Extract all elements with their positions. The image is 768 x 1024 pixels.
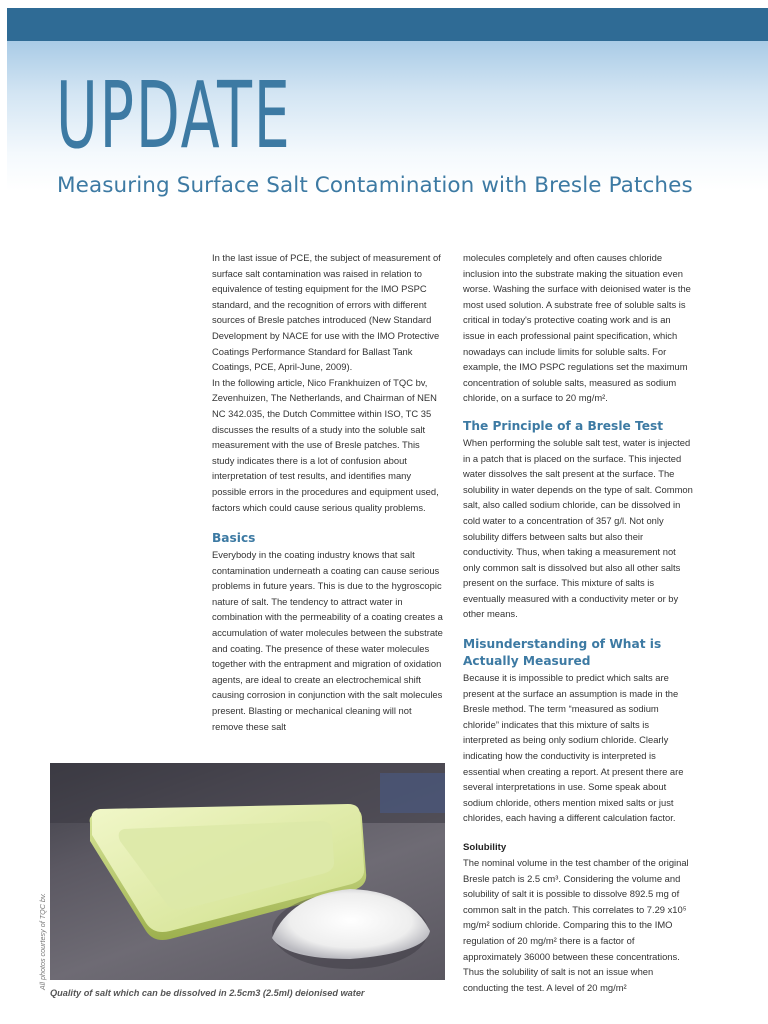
principle-paragraph: When performing the soluble salt test, water is injected in a patch that is placed on the surface. This injected water dissolves the salt present at the surface. The solubility in water depends on the type of salt. Common salt, also called sodium chloride, can be dissolved in cold water to a concentration of 357 g/l. Not only solubility differs between salts but also their conductivity. Thus, when taking a measurement not only common salt is dissolved but also all other salts present on the surface. This mixture of salts is eventually measured with a conductivity meter or by other means. xyxy=(463,436,693,620)
section-title: UPDATE xyxy=(56,62,292,169)
top-color-bar xyxy=(7,8,768,41)
intro-paragraph-2: In the following article, Nico Frankhuizen of TQC bv, Zevenhuizen, The Netherlands, and Chairman of NEN NC 342.035, the Dutch Committee within ISO, TC 35 discusses the results of a study into the soluble salt measurement with the use of Bresle patches. This study indicates there is a lot of confusion about interpretation of test results, and identifies many possible errors in the procedures and equipment used, factors which could cause serious quality problems. xyxy=(212,376,439,513)
misunderstanding-heading: Misunderstanding of What is Actually Measured xyxy=(463,637,662,669)
solubility-heading: Solubility xyxy=(463,842,507,853)
solubility-paragraph: The nominal volume in the test chamber of the original Bresle patch is 2.5 cm³. Considering the volume and solubility of salt it is possible to dissolve 892.5 mg of common salt in the patch. This correlates to 7.29 x10⁵ mg/m² sodium chloride. Comparing this to the IMO regulation of 20 mg/m² there is a factor of approximately 36000 between these concentrations. Thus the solubility of salt is not an issue when conducting the test. A level of 20 mg/m² xyxy=(463,857,689,993)
patch-and-salt-illustration xyxy=(50,763,445,980)
text-column-left xyxy=(212,250,444,734)
misunderstanding-paragraph: Because it is impossible to predict which salts are present at the surface an assumption is made in the Bresle method. The term “measured as sodium chloride” indicates that this mixture of salts is interpreted as being only sodium chloride. Clearly indicating how the conductivity is interpreted is essential when creating a report. At present there are several interpretations in use. Some speak about sodium chloride, others mention mixed salts or just chlorides, each having a different calculation factor. xyxy=(463,672,684,824)
photo-caption: Quality of salt which can be dissolved in 2.5cm3 (2.5ml) deionised water xyxy=(50,988,365,998)
basics-paragraph: Everybody in the coating industry knows that salt contamination underneath a coating can cause serious problems in future years. This is due to the hygroscopic nature of salt. The tendency to attract water in combination with the permeability of a coating creates a accumulation of water molecules between the substrate and coating. The presence of these water molecules together with the entrapment and migration of oxidation agents, are ideal to create an electrochemical shift causing corrosion in conjunction with the salt molecules present. Blasting or mechanical cleaning will not remove these salt xyxy=(212,549,443,732)
article-title: Measuring Surface Salt Contamination with Bresle Patches xyxy=(57,173,693,198)
basics-heading: Basics xyxy=(212,531,256,546)
intro-paragraph-1: In the last issue of PCE, the subject of measurement of surface salt contamination was raised in relation to equivalence of testing equipment for the IMO PSPC standard, and the recognition of errors with different sources of Bresle patches introduced (New Standard Development by NACE for use with the IMO Protective Coatings Performance Standard for Ballast Tank Coatings, PCE, April-June, 2009). xyxy=(212,252,441,373)
principle-heading: The Principle of a Bresle Test xyxy=(463,418,664,433)
photo-credit: All photos courtesy of TQC bv. xyxy=(38,893,47,990)
bresle-patch-photo xyxy=(50,763,445,980)
continued-paragraph: molecules completely and often causes chloride inclusion into the substrate making the situation even worse. Washing the surface with deionised water is the most used solution. A substrate free of soluble salts is critical in today's protective coating work and is an issue in each professional paint specification, which nowadays can include limits for soluble salts. For example, the IMO PSPC regulations set the maximum concentration of soluble salts, measured as sodium chloride, on a surface to 20 mg/m². xyxy=(463,252,691,404)
text-column-right xyxy=(463,250,695,995)
